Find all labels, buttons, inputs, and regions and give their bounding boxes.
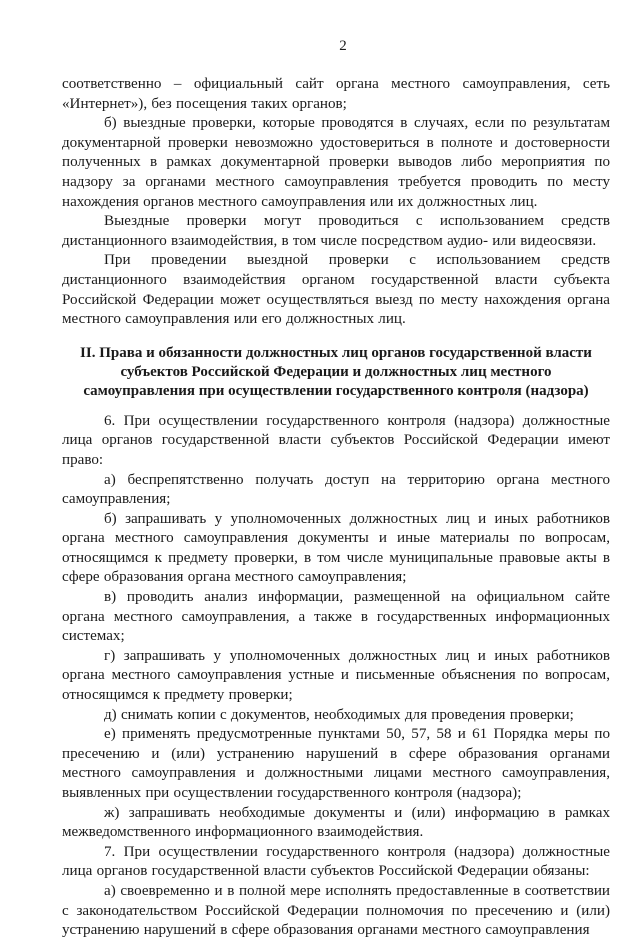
paragraph: б) выездные проверки, которые проводятся в случаях, если по результатам документарной проверки невозможно удостовериться в полноте и достоверности полученных в рамках документарной проверки выводов либо мероприятия по надзору за органами местного самоуправления требуется проводить по месту нахождения органов местного самоуправления или их должностных лиц. xyxy=(62,115,610,210)
paragraph: в) проводить анализ информации, размещенной на официальном сайте органа местного самоуправления, а также в государственных информационных системах; xyxy=(62,589,610,645)
paragraph: а) беспрепятственно получать доступ на территорию органа местного самоуправления; xyxy=(62,471,610,508)
section-heading: II. Права и обязанности должностных лиц органов государственной власти субъектов Российской Федерации и должностных лиц местного самоуправления при осуществлении государственного контроля (надзора) xyxy=(80,344,592,399)
paragraph: Выездные проверки могут проводиться с использованием средств дистанционного взаимодействия, в том числе посредством аудио- или видеосвязи. xyxy=(62,213,610,249)
paragraph: 7. При осуществлении государственного контроля (надзора) должностные лица органов государственной власти субъектов Российской Федерации обязаны: xyxy=(62,843,610,880)
paragraph: е) применять предусмотренные пунктами 50, 57, 58 и 61 Порядка меры по пресечению и (или) устранению нарушений в сфере образования органами местного самоуправления и должностными лицами местного самоуправления, выявленных при осуществлении государственного контроля (надзора); xyxy=(62,726,610,801)
paragraph: б) запрашивать у уполномоченных должностных лиц и иных работников органа местного самоуправления документы и иные материалы по вопросам, относящимся к предмету проверки, в том числе муниципальные правовые акты в сфере образования органа местного самоуправления; xyxy=(62,510,610,586)
paragraph: 6. При осуществлении государственного контроля (надзора) должностные лица органов государственной власти субъектов Российской Федерации имеют право: xyxy=(62,412,610,468)
paragraph: ж) запрашивать необходимые документы и (или) информацию в рамках межведомственного информационного взаимодействия. xyxy=(62,804,610,841)
paragraph: При проведении выездной проверки с использованием средств дистанционного взаимодействия органом государственной власти субъекта Российской Федерации может осуществляться выезд по месту нахождения органа местного самоуправления или его должностных лиц. xyxy=(62,252,610,328)
paragraph: а) своевременно и в полной мере исполнять предоставленные в соответствии с законодательством Российской Федерации полномочия по пресечению и (или) устранению нарушений в сфере образования органами местного самоуправления xyxy=(62,882,610,939)
paragraph: соответственно – официальный сайт органа местного самоуправления, сеть «Интернет»), без посещения таких органов; xyxy=(62,76,610,112)
paragraphs-bottom xyxy=(62,412,610,941)
paragraph: д) снимать копии с документов, необходимых для проведения проверки; xyxy=(104,706,574,723)
paragraph: г) запрашивать у уполномоченных должностных лиц и иных работников органа местного самоуправления устные и письменные объяснения по вопросам, относящимся к предмету проверки; xyxy=(62,647,610,704)
page-number: 2 xyxy=(339,38,347,54)
paragraphs-top xyxy=(62,75,610,330)
